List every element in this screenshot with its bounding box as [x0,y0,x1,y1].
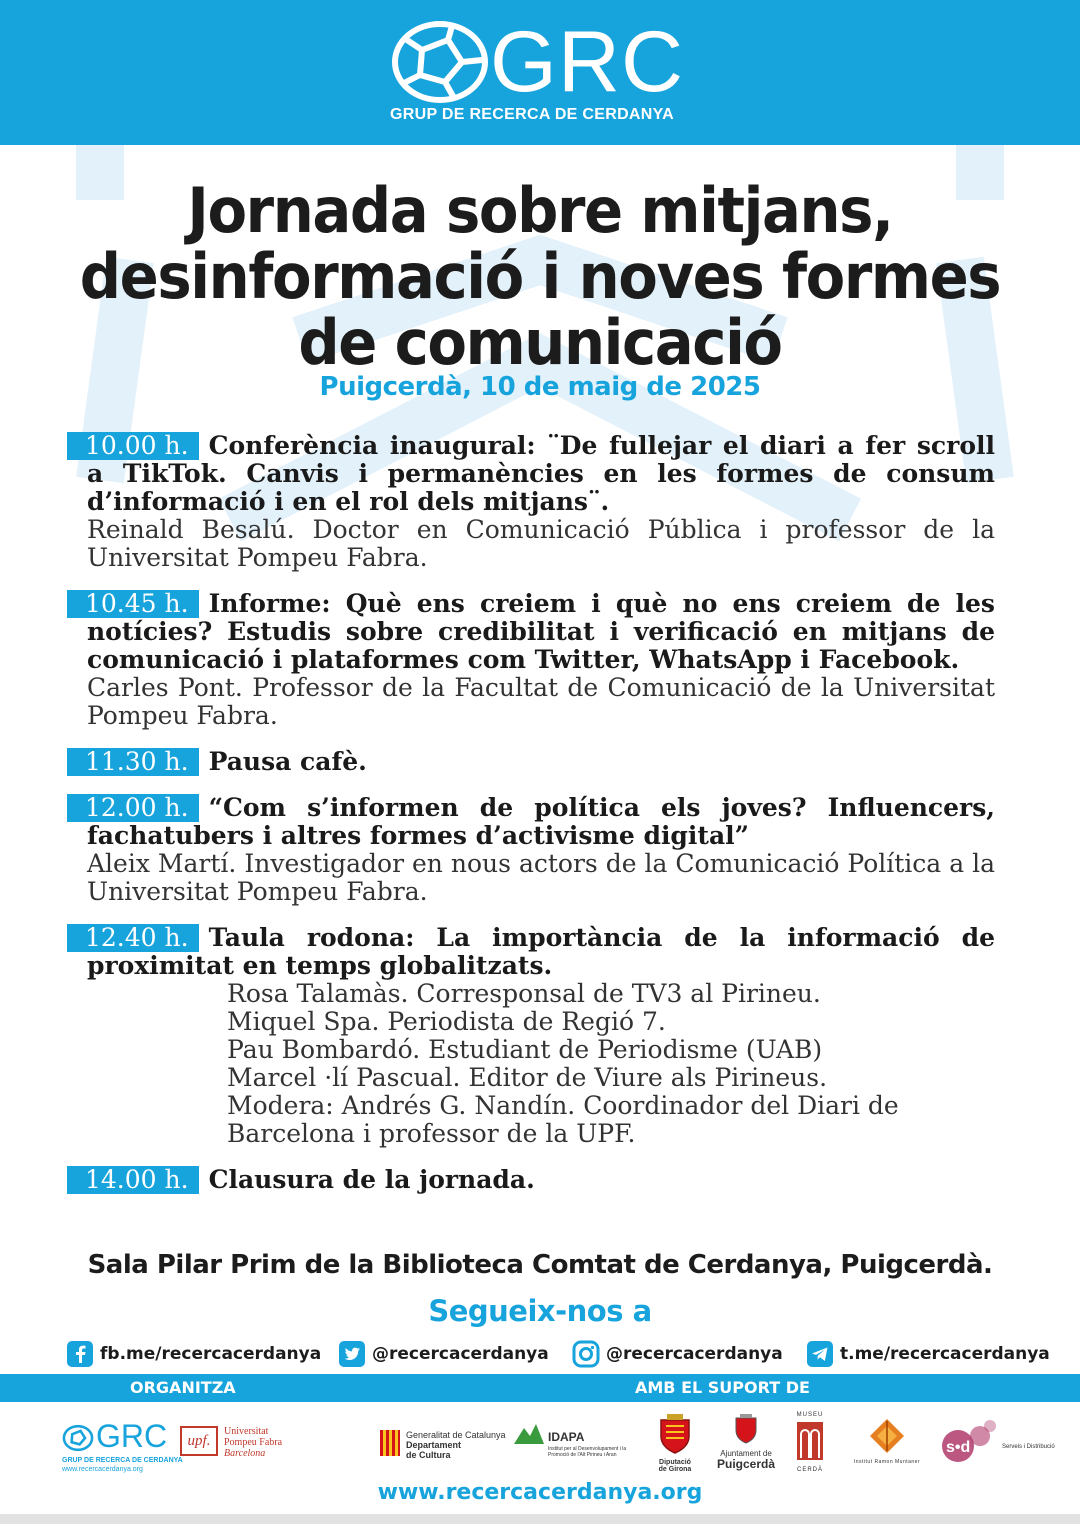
program-item [87,794,995,906]
instagram-icon [572,1340,600,1368]
website-link[interactable]: www.recercacerdanya.org [377,1480,703,1505]
sponsor-logos [0,1408,1080,1478]
sponsor-strip [0,1374,1080,1402]
diputacio-logo [650,1414,700,1473]
title-line: desinformació i noves formes [79,240,1001,313]
time-badge: 11.30 h. [67,748,199,776]
logo-subtitle: GRUP DE RECERCA DE CERDANYA [390,106,674,123]
museu-top: MUSEU [796,1412,824,1418]
dodecahedron-icon [390,20,490,104]
ajuntament-line2: Puigcerdà [716,1457,776,1471]
upf-line: Pompeu Fabra [224,1437,283,1448]
organitza-label: ORGANITZA [130,1378,236,1397]
upf-logo [180,1422,300,1462]
program-item [87,924,995,1148]
item-title: Conferència inaugural: ¨De fullejar el diari a fer scroll a TikTok. Canvis i permanències en les formes de consum d’informació i en el rol dels mitjans¨. [87,431,995,516]
item-speaker: Carles Pont. Professor de la Facultat de Comunicació de la Universitat Pompeu Fabra. [87,673,995,730]
facebook-icon [66,1340,94,1368]
town-shield-icon [734,1414,758,1444]
twitter-icon [338,1340,366,1368]
gencat-line: Generalitat de Catalunya [406,1430,506,1440]
diputacio-line: Diputació [659,1459,691,1466]
panel-member: Miquel Spa. Periodista de Regió 7. [227,1007,666,1036]
logo-text: GRC [490,14,685,110]
upf-mark: upf. [180,1426,218,1456]
ajuntament-logo [708,1414,784,1471]
irm-logo [842,1418,932,1465]
social-label: fb.me/recercacerdanya [100,1344,322,1364]
grc-small-sub: GRUP DE RECERCA DE CERDANYA [62,1457,183,1464]
diamond-icon [869,1418,905,1454]
irm-text: Institut Ramon Muntaner [853,1459,921,1465]
program-item [87,590,995,730]
panel-member: Rosa Talamàs. Corresponsal de TV3 al Pirineu. [227,979,821,1008]
footer-bar [0,1514,1080,1524]
museum-building-icon [796,1418,824,1462]
dodecahedron-small-icon [62,1424,94,1452]
grc-small-web: www.recercacerdanya.org [62,1466,143,1473]
program-item [87,748,995,776]
item-title: Informe: Què ens creiem i què no ens creiem de les notícies? Estudis sobre credibilitat i verificació en mitjans de comunicació i plataformes com Twitter, WhatsApp i Facebook. [87,589,995,674]
panel-member: Pau Bombardó. Estudiant de Periodisme (UAB) [227,1035,823,1064]
sd-circles-icon [940,1418,1000,1464]
program-list [87,432,995,1212]
gencat-line: de Cultura [406,1450,451,1460]
upf-line: Universitat [224,1426,269,1437]
item-title: “Com s’informen de política els joves? Influencers, fachatubers i altres formes d’activisme digital” [87,793,995,850]
panel-list [227,980,995,1148]
social-twitter[interactable] [338,1338,549,1370]
sd-text: Serveis i Distribució [1002,1444,1055,1450]
time-badge: 12.40 h. [67,924,199,952]
senyera-icon [380,1430,400,1456]
panel-moderator: Modera: Andrés G. Nandín. Coordinador del Diari de Barcelona i professor de la UPF. [227,1091,899,1148]
follow-heading: Segueix-nos a [428,1294,652,1328]
social-label: @recercacerdanya [606,1344,783,1364]
time-badge: 14.00 h. [67,1166,199,1194]
title-line: de comunicació [298,306,782,379]
event-date: Puigcerdà, 10 de maig de 2025 [319,372,761,402]
social-links [0,1338,1080,1370]
social-instagram[interactable] [572,1338,783,1370]
social-facebook[interactable] [66,1338,321,1370]
time-badge: 12.00 h. [67,794,199,822]
svg-text:s•d: s•d [946,1439,971,1456]
social-label: @recercacerdanya [372,1344,549,1364]
idapa-desc: Institut per al Desenvolupament i la Promoció de l'Alt Pirineu i Aran [548,1446,627,1458]
item-speaker: Aleix Martí. Investigador en nous actors de la Comunicació Política a la Universitat Pompeu Fabra. [87,849,995,906]
ajuntament-line1: Ajuntament de [720,1449,772,1458]
upf-line: Barcelona [224,1448,266,1459]
grc-logo [390,14,700,130]
mountain-icon [514,1422,544,1444]
idapa-title: IDAPA [548,1430,585,1444]
social-telegram[interactable] [806,1338,1050,1370]
item-title: Clausura de la jornada. [208,1165,535,1194]
gencat-line: Departament [406,1440,462,1450]
telegram-icon [806,1340,834,1368]
time-badge: 10.45 h. [67,590,199,618]
header-banner [0,0,1080,145]
program-item [87,1166,995,1194]
item-speaker: Reinald Besalú. Doctor en Comunicació Pública i professor de la Universitat Pompeu Fabra. [87,515,995,572]
item-title: Taula rodona: La importància de la informació de proximitat en temps globalitzats. [87,923,995,980]
title-line: Jornada sobre mitjans, [187,174,893,247]
program-item [87,432,995,572]
diputacio-line: de Girona [658,1466,692,1473]
museu-logo [790,1412,830,1473]
page-title [75,174,1005,379]
time-badge: 10.00 h. [67,432,199,460]
panel-member: Marcel ·lí Pascual. Editor de Viure als Pirineus. [227,1063,828,1092]
social-label: t.me/recercacerdanya [840,1344,1050,1364]
suport-label: AMB EL SUPORT DE [635,1378,810,1397]
museu-bottom: CERDÀ [796,1467,823,1473]
item-title: Pausa cafè. [208,747,367,776]
grc-small-text: GRC [96,1418,168,1454]
venue: Sala Pilar Prim de la Biblioteca Comtat de Cerdanya, Puigcerdà. [87,1250,993,1280]
coat-of-arms-icon [658,1414,692,1454]
